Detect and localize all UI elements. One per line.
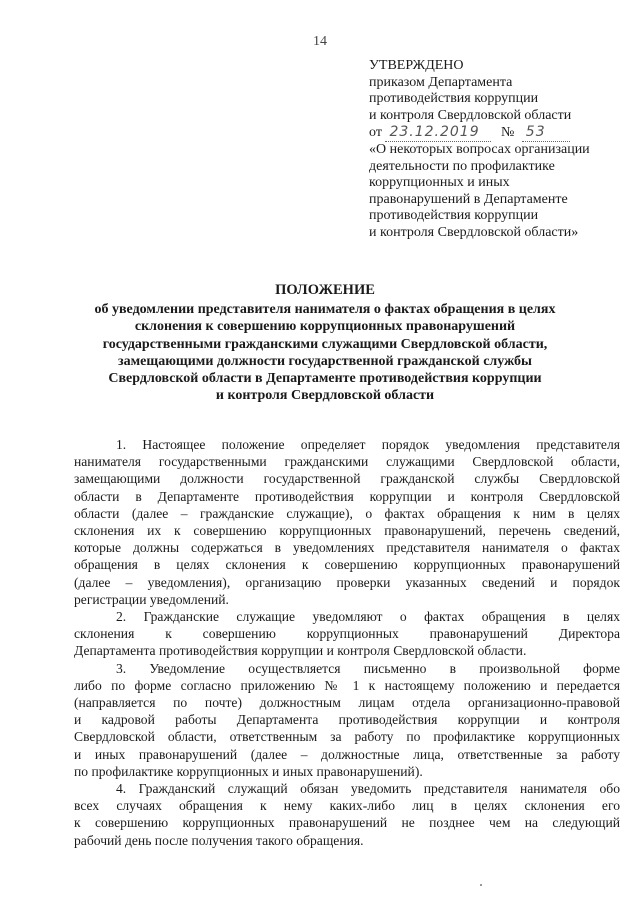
- order-date: 23.12.2019: [385, 124, 491, 142]
- text-line: склонения их к совершению коррупционных правонарушений, перечень сведений,: [74, 523, 620, 539]
- approval-stamp: УТВЕРЖДЕНО: [369, 58, 464, 73]
- text-line: Департамента противодействия коррупции и контроля Свердловской области.: [74, 643, 527, 659]
- text-line: обращения в целях склонения к совершению коррупционных правонарушений: [74, 557, 620, 573]
- order-number-label: №: [500, 125, 515, 141]
- text-line: 2. Гражданские служащие уведомляют о фактах обращения в целях: [116, 609, 620, 625]
- order-subject-line: и контроля Свердловской области»: [369, 224, 579, 240]
- text-line: по профилактике коррупционных и иных правонарушений).: [74, 763, 423, 779]
- text-line: регистрации уведомлений.: [74, 591, 229, 607]
- text-line: Свердловской области, ответственным за работу по профилактике коррупционных: [74, 729, 620, 745]
- order-subject-line: «О некоторых вопросах организации: [369, 141, 590, 157]
- approval-line: и контроля Свердловской области: [369, 107, 572, 123]
- order-subject-line: деятельности по профилактике: [369, 158, 555, 174]
- page-number: 14: [313, 34, 327, 49]
- text-line: к совершению коррупционных правонарушений не позднее чем на следующий: [74, 815, 620, 831]
- order-prefix: от: [369, 125, 382, 141]
- order-subject-line: коррупционных и иных: [369, 175, 510, 191]
- paragraph-1: [74, 436, 620, 608]
- title-heading: ПОЛОЖЕНИЕ: [275, 282, 375, 298]
- text-line: области (далее – гражданские служащие), о фактах обращения к ним в целях: [74, 505, 620, 521]
- text-line: либо по форме согласно приложению № 1 к настоящему положению и передается: [74, 677, 620, 693]
- paragraph-4: [74, 780, 620, 849]
- order-reference: [369, 124, 631, 142]
- text-line: рабочий день после получения такого обращения.: [74, 832, 364, 848]
- text-line: склонения к совершению коррупционных правонарушений Директора: [74, 626, 620, 642]
- text-line: (направляется по почте) должностным лицам отдела организационно-правовой: [74, 695, 620, 711]
- text-line: 4. Гражданский служащий обязан уведомить представителя нанимателя обо: [116, 781, 620, 797]
- text-line: и кадровой работы Департамента противодействия коррупции и контроля: [74, 712, 620, 728]
- text-line: 1. Настоящее положение определяет порядок уведомления представителя: [116, 437, 620, 452]
- order-number: 53: [522, 124, 570, 142]
- title-line: склонения к совершению коррупционных правонарушений: [134, 319, 516, 335]
- text-line: замещающими должности государственной гражданской службы Свердловской: [74, 471, 620, 487]
- title-line: Свердловской области в Департаменте противодействия коррупции: [108, 371, 542, 387]
- paragraph-3: [74, 660, 620, 780]
- text-line: 3. Уведомление осуществляется письменно в произвольной форме: [116, 660, 620, 676]
- title-line: об уведомлении представителя нанимателя о фактах обращения в целях: [94, 302, 556, 318]
- document-title: [60, 282, 590, 404]
- text-line: и иных правонарушений (далее – должностные лица, ответственные за работу: [74, 746, 620, 762]
- text-line: области в Департаменте противодействия коррупции и контроля Свердловской: [74, 488, 620, 504]
- order-subject-line: правонарушений в Департаменте: [369, 191, 568, 207]
- approval-block: [369, 58, 631, 242]
- document-body: [74, 436, 620, 849]
- text-line: (далее – уведомления), организацию проверки указанных сведений и порядок: [74, 574, 620, 590]
- paragraph-2: [74, 608, 620, 660]
- approval-line: приказом Департамента: [369, 74, 513, 90]
- title-line: государственными гражданскими служащими Свердловской области,: [102, 336, 548, 352]
- title-line: замещающими должности государственной гражданской службы: [118, 353, 532, 369]
- scan-artifact: [480, 884, 482, 886]
- order-subject-line: противодействия коррупции: [369, 208, 539, 224]
- text-line: нанимателя государственными гражданскими служащими Свердловской области,: [74, 454, 620, 470]
- approval-line: противодействия коррупции: [369, 91, 539, 107]
- text-line: всех случаях обращения к нему каких-либо лиц в целях склонения его: [74, 798, 620, 814]
- text-line: которые должны содержаться в уведомлениях представителя нанимателя о фактах: [74, 540, 620, 556]
- title-line: и контроля Свердловской области: [215, 388, 435, 404]
